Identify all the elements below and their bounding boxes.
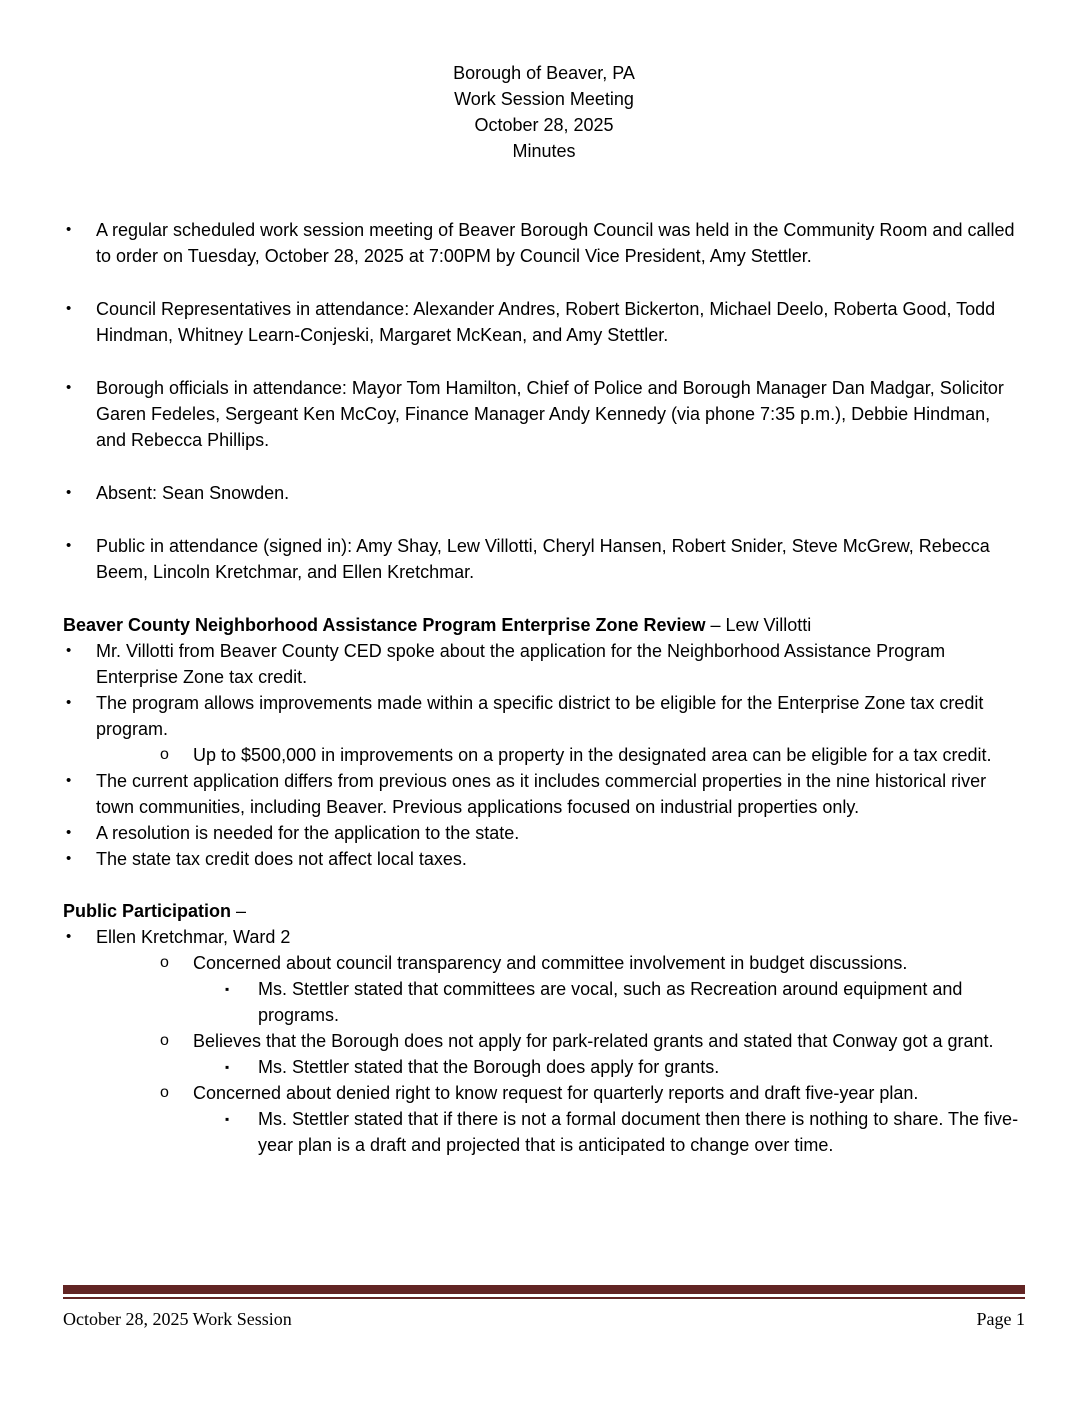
sub-bullet-item [63,950,1025,976]
bullet-item [63,924,1025,950]
section-heading [63,612,1025,638]
circle-bullet-marker: o [160,1032,169,1049]
bullet-marker: • [66,300,72,317]
bullet-marker: • [66,694,72,711]
bullet-item [63,768,1025,820]
bullet-marker: • [66,772,72,789]
sub-bullet-text: Concerned about denied right to know request for quarterly reports and draft five-year plan. [193,1083,919,1103]
bullet-item [63,638,1025,690]
section-public-participation [63,898,1025,1158]
bullet-item [63,820,1025,846]
bullet-marker: • [66,484,72,501]
section-heading-presenter: – Lew Villotti [710,615,812,635]
sub-sub-bullet-item [63,1054,1025,1080]
sub-bullet-item [63,1028,1025,1054]
bullet-text: Mr. Villotti from Beaver County CED spoke about the application for the Neighborhood Assistance Program Enterprise Zone tax credit. [96,641,946,687]
sub-sub-bullet-text: Ms. Stettler stated that committees are vocal, such as Recreation around equipment and programs. [258,979,963,1025]
bullet-marker: • [66,642,72,659]
section-heading-bold: Public Participation [63,901,232,921]
sub-sub-bullet-text: Ms. Stettler stated that the Borough does apply for grants. [258,1057,720,1077]
bullet-item [63,375,1025,453]
doc-title-line-4: Minutes [512,141,576,161]
bullet-text: Absent: Sean Snowden. [96,483,290,503]
sub-bullet-text: Concerned about council transparency and committee involvement in budget discussions. [193,953,908,973]
sub-sub-bullet-text: Ms. Stettler stated that if there is not a formal document then there is nothing to share. The five-year plan is a draft and projected that is anticipated to change over time. [258,1109,1019,1155]
square-bullet-marker: ▪ [225,1112,230,1126]
section-heading-dash: – [236,901,247,921]
bullet-text: A resolution is needed for the application to the state. [96,823,520,843]
square-bullet-marker: ▪ [225,982,230,996]
doc-title-line-1: Borough of Beaver, PA [453,63,635,83]
bullet-text: Council Representatives in attendance: Alexander Andres, Robert Bickerton, Michael Deelo, Roberta Good, Todd Hindman, Whitney Learn-Conjeski, Margaret McKean, and Amy Stettler. [96,299,996,345]
bullet-item [63,296,1025,348]
section-heading-bold: Beaver County Neighborhood Assistance Program Enterprise Zone Review [63,615,706,635]
section-enterprise-zone-review [63,612,1025,872]
bullet-marker: • [66,537,72,554]
footer-row [63,1299,1025,1332]
doc-header [63,60,1025,164]
circle-bullet-marker: o [160,1084,169,1101]
sub-bullet-item [63,742,1025,768]
circle-bullet-marker: o [160,746,169,763]
footer-session-label: October 28, 2025 Work Session [63,1309,292,1329]
doc-title-line-2: Work Session Meeting [454,89,634,109]
circle-bullet-marker: o [160,954,169,971]
bullet-text: A regular scheduled work session meeting of Beaver Borough Council was held in the Community Room and called to order on Tuesday, October 28, 2025 at 7:00PM by Council Vice President, Amy Stettler. [96,220,1015,266]
bullet-text: Public in attendance (signed in): Amy Shay, Lew Villotti, Cheryl Hansen, Robert Snider, Steve McGrew, Rebecca Beem, Lincoln Kretchmar, and Ellen Kretchmar. [96,536,990,582]
section-heading [63,898,1025,924]
doc-title-line-3: October 28, 2025 [474,115,614,135]
sub-sub-bullet-item [63,1106,1025,1158]
bullet-text: The program allows improvements made within a specific district to be eligible for the Enterprise Zone tax credit program. [96,693,984,739]
page-footer [63,1285,1025,1332]
bullet-item [63,690,1025,742]
bullet-marker: • [66,221,72,238]
bullet-marker: • [66,928,72,945]
bullet-item [63,846,1025,872]
bullet-text: Borough officials in attendance: Mayor Tom Hamilton, Chief of Police and Borough Manager Dan Madgar, Solicitor Garen Fedeles, Sergeant Ken McCoy, Finance Manager Andy Kennedy (via phone 7:35 p.m.), Debbie Hindman, and Rebecca Phillips. [96,378,1004,450]
bullet-marker: • [66,850,72,867]
sub-bullet-text: Up to $500,000 in improvements on a property in the designated area can be eligible for a tax credit. [193,745,992,765]
bullet-marker: • [66,824,72,841]
footer-rule-thick [63,1285,1025,1294]
footer-page-number: Page 1 [976,1309,1025,1329]
sub-sub-bullet-item [63,976,1025,1028]
intro-section [63,217,1025,585]
bullet-item [63,217,1025,269]
sub-bullet-text: Believes that the Borough does not apply for park-related grants and stated that Conway got a grant. [193,1031,994,1051]
square-bullet-marker: ▪ [225,1060,230,1074]
bullet-item [63,533,1025,585]
bullet-item [63,480,1025,506]
bullet-text: The current application differs from previous ones as it includes commercial properties in the nine historical river town communities, including Beaver. Previous applications focused on industrial properties only. [96,771,987,817]
bullet-text: Ellen Kretchmar, Ward 2 [96,927,291,947]
bullet-text: The state tax credit does not affect local taxes. [96,849,467,869]
sub-bullet-item [63,1080,1025,1106]
bullet-marker: • [66,379,72,396]
